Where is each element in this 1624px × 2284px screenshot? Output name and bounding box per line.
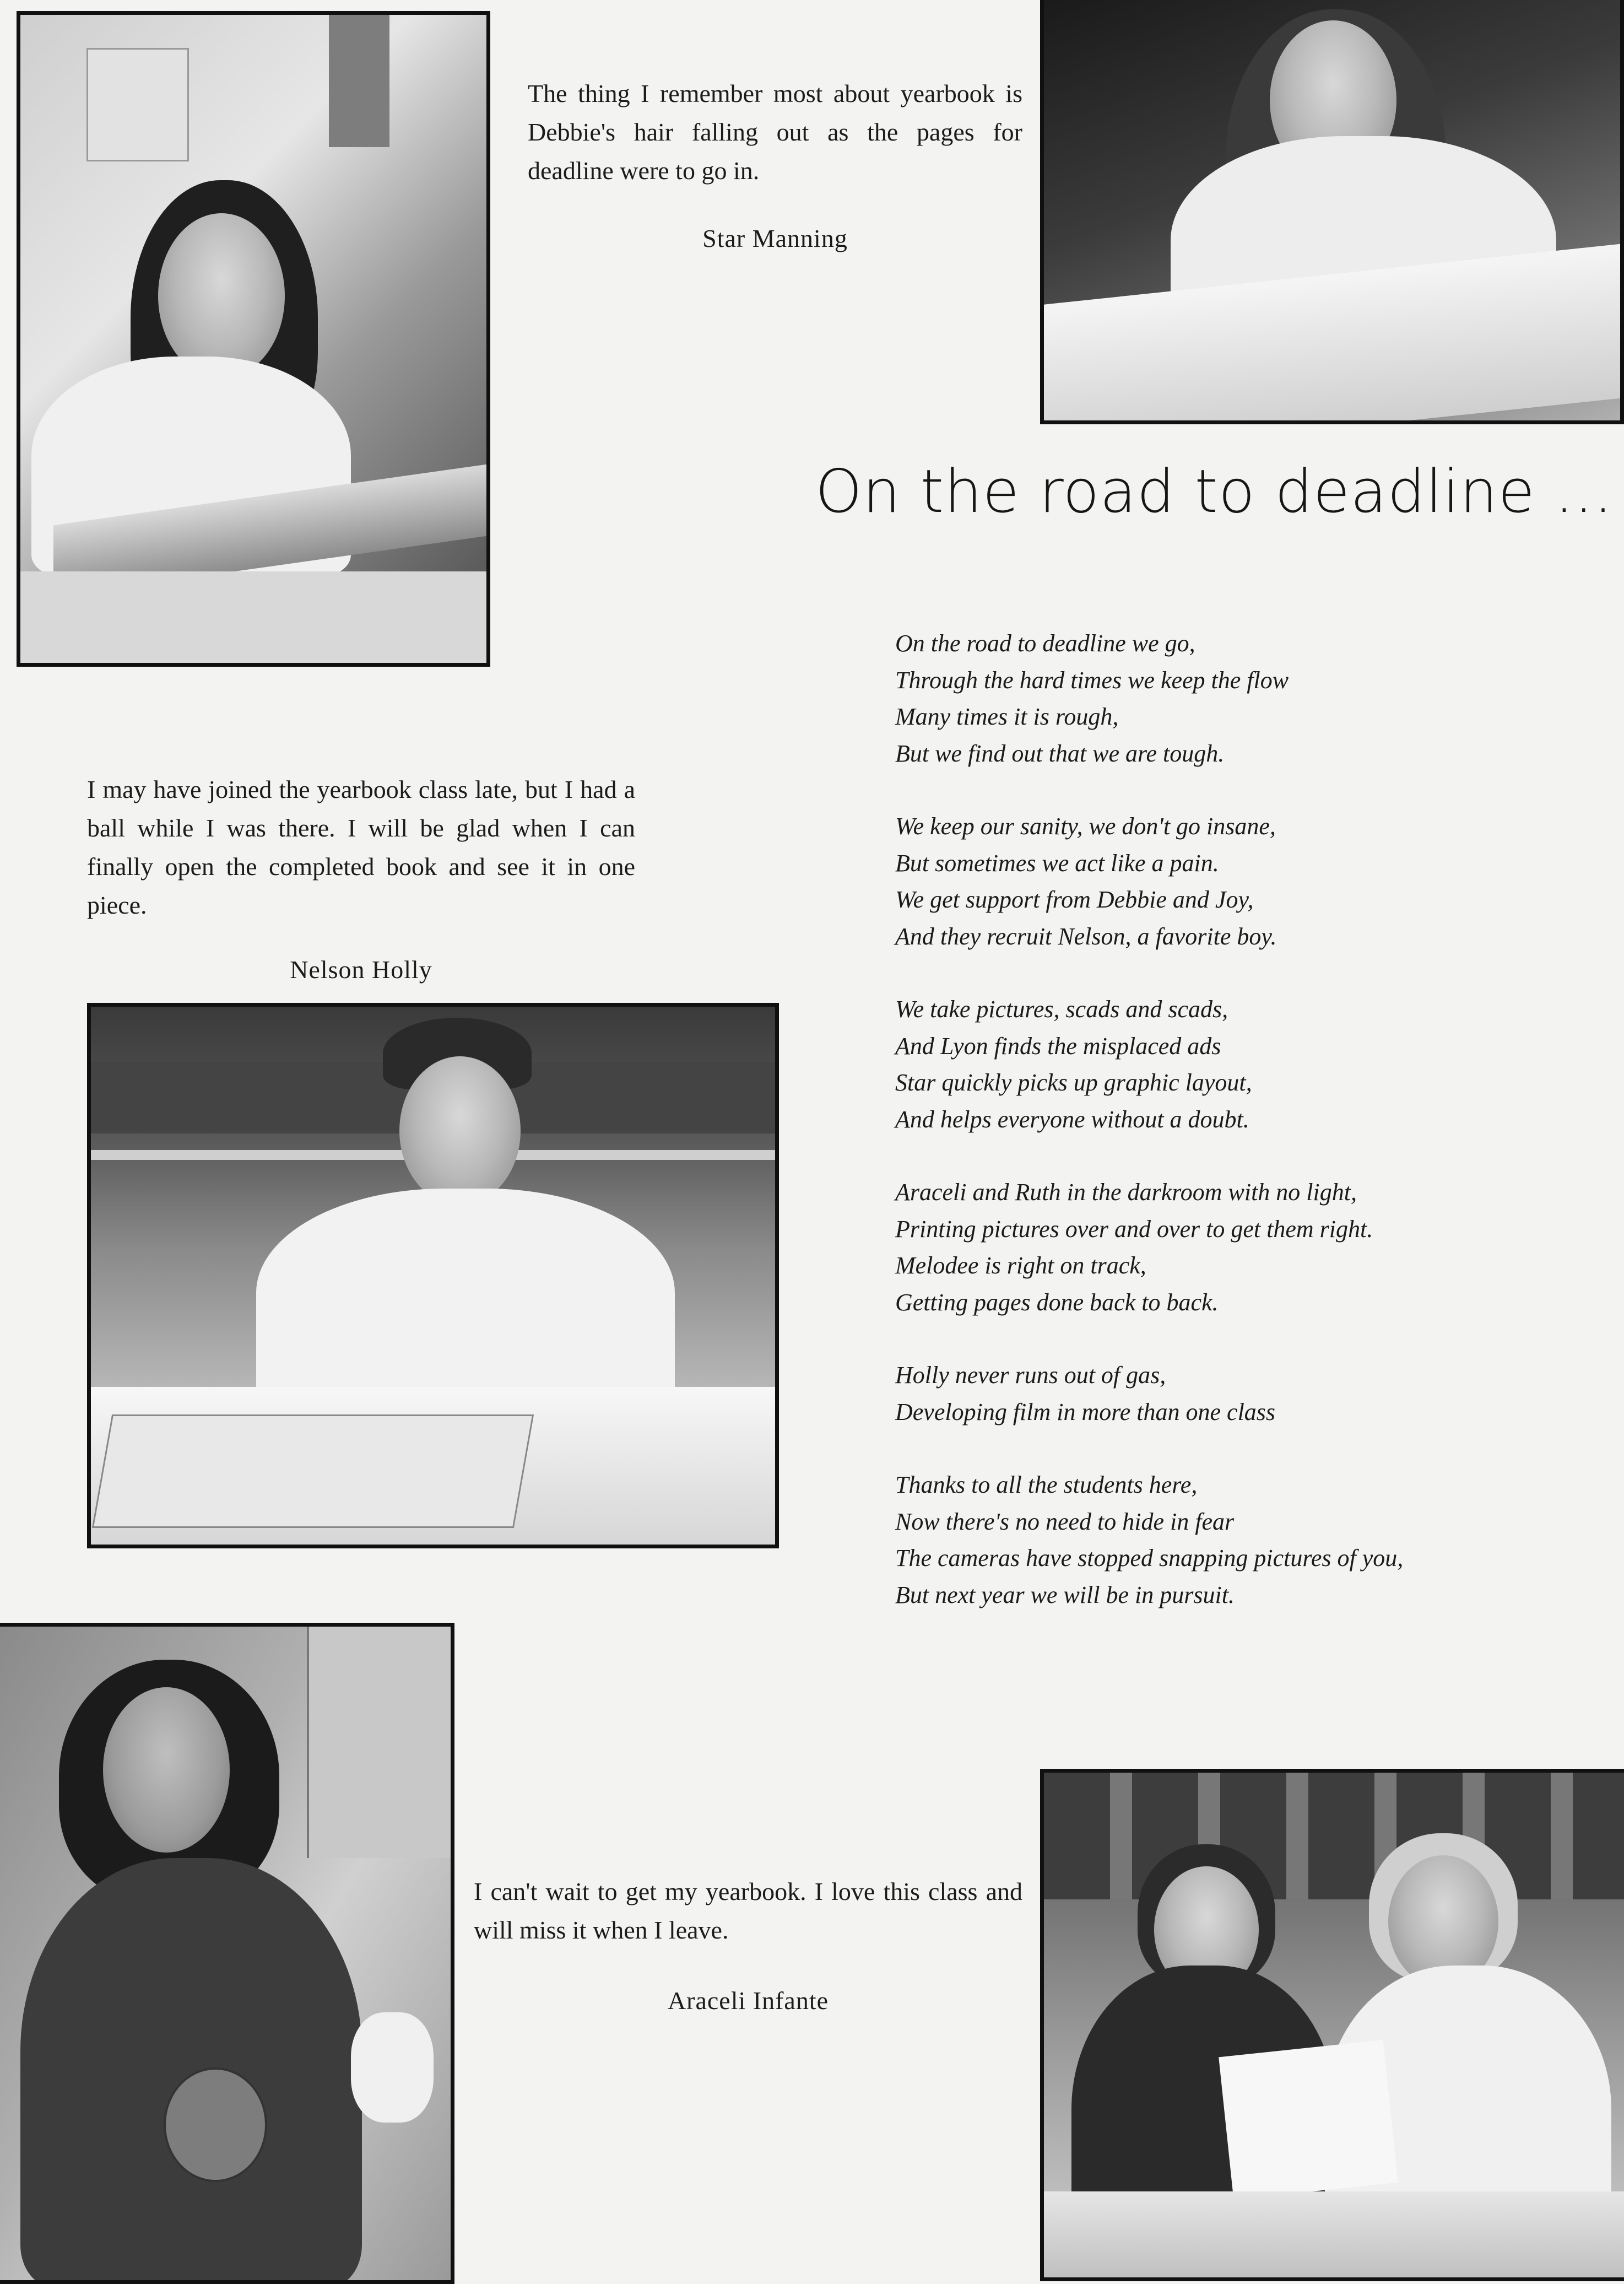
poem-line: Holly never runs out of gas,: [895, 1362, 1166, 1389]
poem-line: But sometimes we act like a pain.: [895, 849, 1219, 877]
quote-star-manning: The thing I remember most about yearbook is Debbie's hair falling out as the pages for deadline were to go in.: [528, 79, 1022, 185]
photo-girl-cutting: [1040, 0, 1624, 424]
poem: [895, 625, 1529, 1650]
poem-line: But next year we will be in pursuit.: [895, 1581, 1235, 1608]
poem-line: The cameras have stopped snapping pictures of you,: [895, 1545, 1404, 1572]
poem-line: Many times it is rough,: [895, 703, 1119, 730]
poem-stanza-5: [895, 1357, 1529, 1430]
quote-nelson-holly: I may have joined the yearbook class late, but I had a ball while I was there. I will be glad when I can finally open the completed book and see it in one piece.: [87, 775, 635, 919]
poem-stanza-3: [895, 991, 1529, 1138]
poem-line: Araceli and Ruth in the darkroom with no light,: [895, 1179, 1357, 1206]
quote-araceli-infante: I can't wait to get my yearbook. I love this class and will miss it when I leave.: [474, 1877, 1022, 1944]
poem-line: We take pictures, scads and scads,: [895, 996, 1228, 1023]
poem-line: And helps everyone without a doubt.: [895, 1105, 1249, 1133]
poem-line: Getting pages done back to back.: [895, 1288, 1219, 1316]
attribution-star-manning: Star Manning: [702, 224, 848, 252]
poem-line: Thanks to all the students here,: [895, 1471, 1198, 1498]
poem-line: Star quickly picks up graphic layout,: [895, 1069, 1252, 1096]
page-title: On the road to deadline ...: [815, 457, 1614, 526]
poem-line: Through the hard times we keep the flow: [895, 666, 1289, 694]
poem-line: Printing pictures over and over to get them right.: [895, 1215, 1373, 1243]
poem-line: On the road to deadline we go,: [895, 630, 1195, 657]
poem-stanza-6: [895, 1467, 1529, 1613]
poem-stanza-2: [895, 808, 1529, 955]
photo-boy-with-cap: [87, 1003, 779, 1548]
poem-line: We get support from Debbie and Joy,: [895, 886, 1254, 913]
attribution-araceli-infante: Araceli Infante: [667, 1986, 829, 2015]
poem-line: Melodee is right on track,: [895, 1252, 1146, 1279]
photo-girl-with-film-reel: [0, 1623, 454, 2284]
attribution-nelson-holly: Nelson Holly: [290, 955, 432, 984]
poem-line: But we find out that we are tough.: [895, 739, 1225, 767]
poem-stanza-4: [895, 1174, 1529, 1321]
photo-two-advisors: [1040, 1769, 1624, 2281]
poem-stanza-1: [895, 625, 1529, 772]
poem-line: Developing film in more than one class: [895, 1398, 1276, 1426]
poem-line: And they recruit Nelson, a favorite boy.: [895, 922, 1277, 950]
poem-line: We keep our sanity, we don't go insane,: [895, 813, 1276, 840]
poem-line: Now there's no need to hide in fear: [895, 1508, 1235, 1535]
photo-girl-on-phone: [17, 11, 490, 667]
poem-line: And Lyon finds the misplaced ads: [895, 1032, 1221, 1060]
